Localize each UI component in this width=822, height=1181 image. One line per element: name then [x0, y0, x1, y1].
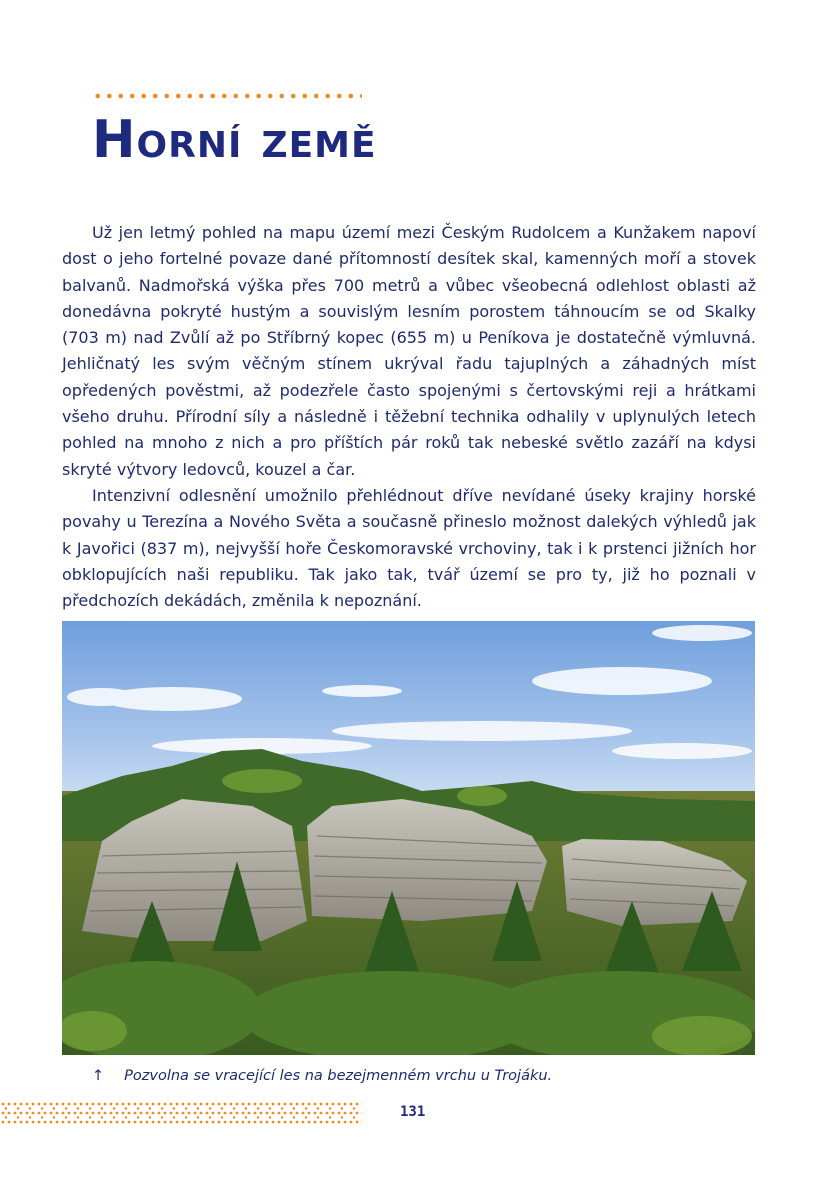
paragraph-1: Už jen letmý pohled na mapu území mezi Českým Rudolcem a Kunžakem napoví dost o jeho fortelné povaze dané přítomností desítek skal, kamenných moří a stovek balvanů. Nadmořská výška přes 700 metrů a vůbec všeobecná odlehlost oblasti až donedávna pokryté hustým a souvislým lesním porostem táhnoucím se od Skalky (703 m) nad Zvůlí až po Stříbrný kopec (655 m) u Peníkova je dostatečně výmluvná. Jehličnatý les svým věčným stínem ukrýval řadu tajuplných a záhadných míst opředených pověstmi, až podezřele často spojenými s čertovskými reji a hrátkami všeho druhu. Přírodní síly a následně i těžební technika odhalily v uplynulých letech pohled na mnoho z nich a pro příštích pár roků tak nebeské světlo zazáří na kdysi skryté výtvory ledovců, kouzel a čar. — [62, 223, 756, 479]
landscape-photo — [62, 621, 755, 1055]
article-body — [62, 220, 756, 614]
page-number: 131 — [400, 1104, 426, 1120]
decorative-dot-divider — [92, 92, 362, 100]
arrow-up-icon: ↑ — [92, 1068, 105, 1084]
caption-text: Pozvolna se vracející les na bezejmenném vrchu u Trojáku. — [124, 1068, 553, 1084]
decorative-stitch-pattern — [0, 1100, 362, 1126]
paragraph-2: Intenzivní odlesnění umožnilo přehlédnout dříve nevídané úseky krajiny horské povahy u Terezína a Nového Světa a současně přineslo možnost dalekých výhledů jak k Javořici (837 m), nejvyšší hoře Českomoravské vrchoviny, tak i k prstenci jižních hor obklopujících naši republiku. Tak jako tak, tvář území se pro ty, již ho poznali v předchozích dekádách, změnila k nepoznání. — [62, 485, 756, 611]
photo-caption — [92, 1068, 752, 1084]
page-title: Horní země — [92, 110, 377, 170]
